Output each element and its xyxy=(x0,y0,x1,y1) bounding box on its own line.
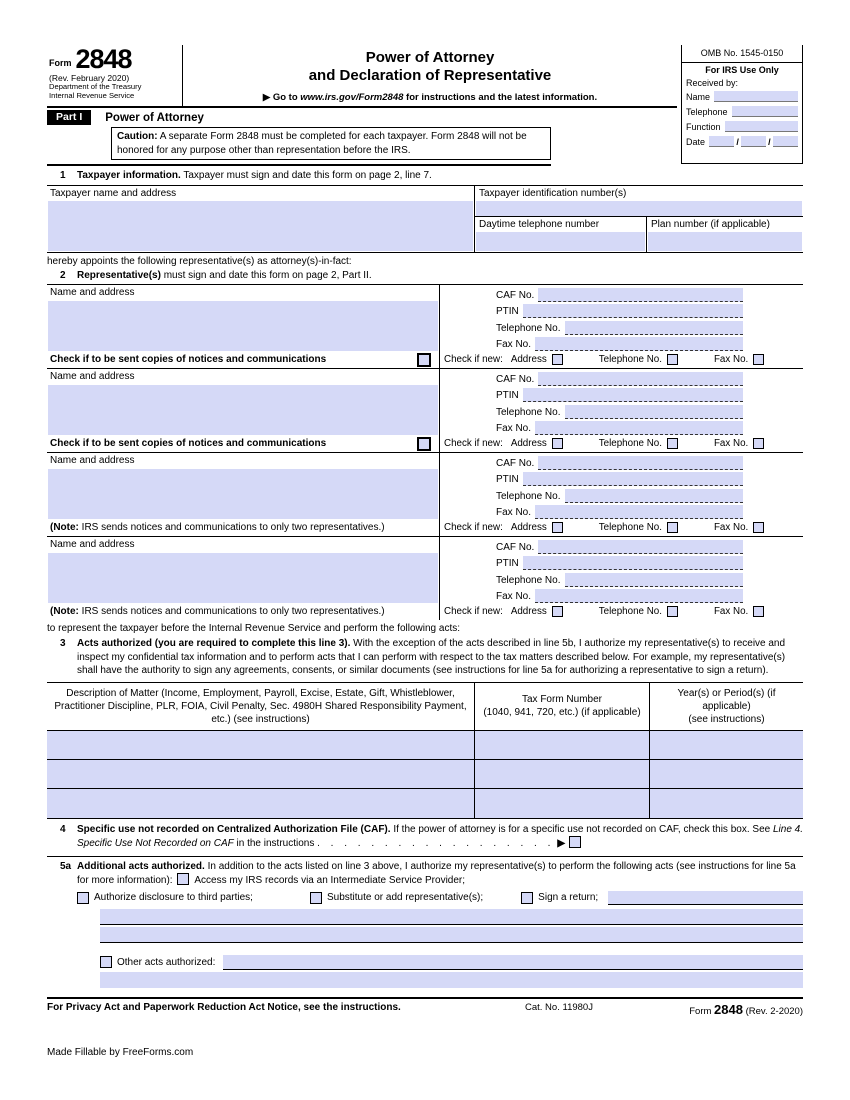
line4-text xyxy=(77,823,803,851)
line4-italic: Line 4. Specific Use Not Recorded on CAF xyxy=(77,823,803,849)
acts-col2-header-l1: Tax Form Number xyxy=(521,694,602,705)
catalog-number: Cat. No. 11980J xyxy=(525,1001,593,1013)
access-irs-records-checkbox[interactable] xyxy=(177,873,189,885)
rep3-new-telephone-checkbox[interactable] xyxy=(667,522,678,533)
rep4-new-address-label: Address xyxy=(510,606,547,617)
rep4-name-address-field[interactable] xyxy=(48,553,438,603)
line2-heading xyxy=(47,269,803,285)
rep3-caf-label: CAF No. xyxy=(496,457,535,469)
taxpayer-tin-field[interactable] xyxy=(476,201,802,216)
irs-name-field[interactable] xyxy=(714,91,798,102)
rep2-copies-label: Check if to be sent copies of notices and communications xyxy=(50,438,327,449)
line3-number: 3 xyxy=(60,638,66,649)
line1-text xyxy=(77,169,803,183)
rep1-ptin-label: PTIN xyxy=(496,306,519,317)
rep3-fax-label: Fax No. xyxy=(496,507,532,518)
line1-rest: Taxpayer must sign and date this form on page 2, line 7. xyxy=(180,170,432,181)
rep2-new-telephone-checkbox[interactable] xyxy=(667,438,678,449)
line4-bold: Specific use not recorded on Centralized Authorization File (CAF). xyxy=(77,823,391,835)
line2-number: 2 xyxy=(60,269,66,281)
taxpayer-name-label: Taxpayer name and address xyxy=(50,187,177,199)
acts-row2-years-field[interactable] xyxy=(650,760,803,788)
rep2-phone-field[interactable] xyxy=(565,405,744,419)
rep1-phone-field[interactable] xyxy=(565,321,744,335)
rep1-new-telephone-checkbox[interactable] xyxy=(667,354,678,365)
irs-name-label: Name xyxy=(686,92,711,102)
line5a-section xyxy=(47,857,803,907)
acts-row-2 xyxy=(47,760,803,789)
acts-row3-description-field[interactable] xyxy=(47,789,475,818)
line2-text xyxy=(77,269,803,283)
irs-date-label: Date xyxy=(686,137,706,147)
irs-function-field[interactable] xyxy=(725,121,798,132)
acts-row3-years-field[interactable] xyxy=(650,789,803,818)
rep2-caf-label: CAF No. xyxy=(496,373,535,385)
substitute-representative-label: Substitute or add representative(s); xyxy=(326,891,484,903)
rep2-ptin-field[interactable] xyxy=(523,388,743,402)
line2-rest: must sign and date this form on page 2, Part II. xyxy=(160,269,372,281)
rep3-ptin-field[interactable] xyxy=(523,472,743,486)
line5a-number: 5a xyxy=(60,860,72,872)
rep2-new-address-checkbox[interactable] xyxy=(552,438,563,449)
rep2-new-fax-checkbox[interactable] xyxy=(753,438,764,449)
line4-section xyxy=(47,819,803,857)
rep4-phone-field[interactable] xyxy=(565,573,744,587)
rep1-caf-field[interactable] xyxy=(538,288,743,302)
line4-rest1: If the power of attorney is for a specific use not recorded on CAF, check this box. See xyxy=(390,823,773,835)
other-acts-label: Other acts authorized: xyxy=(117,956,216,968)
rep3-note xyxy=(50,522,431,533)
rep3-note-bold: (Note: xyxy=(50,522,79,533)
line5a-text xyxy=(77,860,803,905)
made-fillable-credit: Made Fillable by FreeForms.com xyxy=(47,1046,194,1058)
rep1-new-address-checkbox[interactable] xyxy=(552,354,563,365)
access-irs-records-label: Access my IRS records via an Intermediate Service Provider; xyxy=(194,875,466,886)
rep4-note-rest: IRS sends notices and communications to only two representatives.) xyxy=(78,606,385,617)
rep4-note xyxy=(50,606,431,617)
form-title-block xyxy=(183,45,677,106)
dot-leader: . . . . . . . . . . . . . . . . . . xyxy=(317,838,552,849)
form-revision: (Rev. February 2020) xyxy=(49,73,130,84)
rep3-new-telephone-label: Telephone No. xyxy=(598,522,662,533)
part1-section xyxy=(47,108,551,166)
rep4-caf-label: CAF No. xyxy=(496,541,535,553)
part1-badge: Part I xyxy=(47,110,91,125)
department-line2: Internal Revenue Service xyxy=(49,91,135,101)
representative-block-4 xyxy=(47,536,803,620)
representative-block-1 xyxy=(47,284,803,368)
rep2-new-telephone-label: Telephone No. xyxy=(598,438,662,449)
omb-number: OMB No. 1545-0150 xyxy=(682,45,802,63)
rep3-fax-field[interactable] xyxy=(535,505,743,519)
line5a-bold: Additional acts authorized. xyxy=(77,860,205,872)
footer-form-number: 2848 xyxy=(714,1001,743,1017)
form-number: 2848 xyxy=(75,44,132,74)
goto-arrow-prefix: ▶ Go to xyxy=(262,92,301,103)
line3-rest: With the exception of the acts described in line 5b, I authorize my representative(s) to receive and inspect my confidential tax information and to perform acts that I can perform with respect to the tax matters described below. For example, my representative(s) shall have the authority to sign any agreements, consents, or similar documents (see instructions for line 5a for authorizing a representative to sign a return). xyxy=(77,638,786,676)
acts-row1-years-field[interactable] xyxy=(650,731,803,759)
acts-col2-header xyxy=(475,683,650,730)
rep3-new-address-label: Address xyxy=(510,522,547,533)
other-acts-row xyxy=(100,955,803,970)
plan-number-field[interactable] xyxy=(648,232,802,251)
rep1-fax-field[interactable] xyxy=(535,337,743,351)
plan-number-cell xyxy=(647,217,803,252)
irs-function-label: Function xyxy=(686,122,721,132)
form-id-block xyxy=(47,45,183,106)
line3-text xyxy=(77,637,803,678)
footer-form-id xyxy=(689,1002,803,1017)
irs-date-field-day[interactable] xyxy=(741,136,766,147)
irs-use-only-title: For IRS Use Only xyxy=(705,65,779,75)
form-title-line1: Power of Attorney xyxy=(365,49,495,66)
rep3-new-fax-checkbox[interactable] xyxy=(753,522,764,533)
line4-specific-use-checkbox[interactable] xyxy=(569,836,581,848)
rep4-new-fax-checkbox[interactable] xyxy=(753,606,764,617)
right-arrow-icon: ▶ xyxy=(557,838,566,849)
taxpayer-name-cell xyxy=(47,186,475,252)
line2-bold: Representative(s) xyxy=(77,269,161,281)
rep4-name-label: Name and address xyxy=(50,539,135,550)
acts-row-3 xyxy=(47,789,803,818)
irs-function-row xyxy=(682,118,802,133)
part1-title: Power of Attorney xyxy=(105,111,204,124)
line5a-options-row xyxy=(77,891,803,905)
line3-heading xyxy=(47,636,803,680)
rep4-ptin-field[interactable] xyxy=(523,556,743,570)
other-acts-field-2[interactable] xyxy=(100,972,803,988)
rep2-copies-checkbox[interactable] xyxy=(417,437,431,451)
authorize-disclosure-checkbox[interactable] xyxy=(77,892,89,904)
line1-bold: Taxpayer information. xyxy=(77,170,181,181)
representative-block-2 xyxy=(47,368,803,452)
rep2-fax-field[interactable] xyxy=(535,421,743,435)
irs-date-field-month[interactable] xyxy=(709,136,734,147)
rep3-phone-label: Telephone No. xyxy=(496,490,561,502)
authorize-disclosure-label: Authorize disclosure to third parties; xyxy=(94,891,253,903)
rep3-new-fax-label: Fax No. xyxy=(713,522,749,533)
rep3-checknew-label: Check if new: xyxy=(444,522,503,533)
rep4-new-telephone-label: Telephone No. xyxy=(598,606,662,617)
form-header xyxy=(47,45,803,166)
line5a-extra-field-2[interactable] xyxy=(100,909,803,925)
rep3-phone-field[interactable] xyxy=(565,489,744,503)
rep3-caf-field[interactable] xyxy=(538,456,743,470)
rep2-new-fax-label: Fax No. xyxy=(713,438,749,449)
rep1-fax-label: Fax No. xyxy=(496,339,532,350)
rep4-new-address-checkbox[interactable] xyxy=(552,606,563,617)
line5a-rest: In addition to the acts listed on line 3 above, I authorize my representative(s) to perform the following acts (see instructions for line 5a for more information): xyxy=(77,860,796,886)
line1-heading xyxy=(47,166,803,185)
acts-row-1 xyxy=(47,731,803,760)
rep4-new-fax-label: Fax No. xyxy=(713,606,749,617)
rep4-new-telephone-checkbox[interactable] xyxy=(667,606,678,617)
rep2-new-address-label: Address xyxy=(510,438,547,449)
line4-rest2: in the instructions xyxy=(233,838,315,849)
rep2-name-label: Name and address xyxy=(50,371,135,382)
acts-authorized-table xyxy=(47,682,803,819)
acts-row2-description-field[interactable] xyxy=(47,760,475,788)
irs-date-field-year[interactable] xyxy=(773,136,798,147)
rep4-caf-field[interactable] xyxy=(538,540,743,554)
daytime-phone-field[interactable] xyxy=(476,232,645,251)
acts-row2-taxform-field[interactable] xyxy=(475,760,650,788)
line4-number: 4 xyxy=(60,823,66,835)
received-by-label: Received by: xyxy=(686,78,739,88)
caution-text: A separate Form 2848 must be completed for each taxpayer. Form 2848 will not be honored for any purpose other than representation before the IRS. xyxy=(117,131,527,156)
rep1-caf-label: CAF No. xyxy=(496,289,535,301)
sign-return-checkbox[interactable] xyxy=(521,892,533,904)
rep1-phone-label: Telephone No. xyxy=(496,322,561,334)
irs-name-row xyxy=(682,88,802,103)
privacy-act-notice: For Privacy Act and Paperwork Reduction Act Notice, see the instructions. xyxy=(47,1001,401,1013)
acts-col2-header-l2: (1040, 941, 720, etc.) (if applicable) xyxy=(483,707,641,718)
rep2-caf-field[interactable] xyxy=(538,372,743,386)
caution-box xyxy=(111,127,551,160)
acts-row1-description-field[interactable] xyxy=(47,731,475,759)
rep1-new-fax-label: Fax No. xyxy=(713,354,749,365)
irs-telephone-field[interactable] xyxy=(732,106,798,117)
irs-date-row xyxy=(682,133,802,148)
rep1-copies-checkbox[interactable] xyxy=(417,353,431,367)
line3-bold: Acts authorized (you are required to complete this line 3). xyxy=(77,638,351,649)
rep1-checknew-label: Check if new: xyxy=(444,354,503,365)
other-acts-checkbox[interactable] xyxy=(100,956,112,968)
rep3-ptin-label: PTIN xyxy=(496,474,519,485)
taxpayer-info-table xyxy=(47,185,803,253)
rep4-note-bold: (Note: xyxy=(50,606,79,617)
rep1-name-label: Name and address xyxy=(50,287,135,298)
rep4-fax-label: Fax No. xyxy=(496,591,532,602)
sign-return-label: Sign a return; xyxy=(538,891,599,903)
footer-form-revision: (Rev. 2-2020) xyxy=(745,1005,803,1017)
line5a-extra-field-3[interactable] xyxy=(100,927,803,943)
rep3-name-label: Name and address xyxy=(50,455,135,466)
rep2-fax-label: Fax No. xyxy=(496,423,532,434)
representative-block-3 xyxy=(47,452,803,536)
taxpayer-name-address-field[interactable] xyxy=(48,201,473,251)
goto-url: www.irs.gov/Form2848 xyxy=(300,92,404,103)
acts-col3-header-l1: Year(s) or Period(s) (if applicable) xyxy=(677,687,776,712)
page-footer xyxy=(47,997,803,1017)
date-slash: / xyxy=(736,137,739,147)
other-acts-field-1[interactable] xyxy=(223,955,803,970)
irs-use-only-box xyxy=(681,45,803,164)
date-slash: / xyxy=(768,137,771,147)
rep3-note-rest: IRS sends notices and communications to only two representatives.) xyxy=(78,522,385,533)
daytime-phone-cell xyxy=(475,217,647,252)
acts-row3-taxform-field[interactable] xyxy=(475,789,650,818)
caution-bold: Caution: xyxy=(117,131,158,142)
rep4-phone-label: Telephone No. xyxy=(496,574,561,586)
line5a-extra-field-1[interactable] xyxy=(608,891,803,905)
rep2-phone-label: Telephone No. xyxy=(496,406,561,418)
appoints-text: hereby appoints the following representative(s) as attorney(s)-in-fact: xyxy=(47,255,352,267)
irs-telephone-row xyxy=(682,103,802,118)
rep1-name-address-field[interactable] xyxy=(48,301,438,351)
rep4-fax-field[interactable] xyxy=(535,589,743,603)
acts-col3-header-l2: (see instructions) xyxy=(688,713,765,725)
taxpayer-tin-label: Taxpayer identification number(s) xyxy=(479,187,627,199)
plan-number-label: Plan number (if applicable) xyxy=(651,218,770,230)
rep1-new-address-label: Address xyxy=(510,354,547,365)
substitute-representative-checkbox[interactable] xyxy=(310,892,322,904)
footer-form-word: Form xyxy=(689,1005,712,1017)
rep1-ptin-field[interactable] xyxy=(523,304,743,318)
rep2-ptin-label: PTIN xyxy=(496,390,519,401)
form-title-line2: and Declaration of Representative xyxy=(308,67,552,84)
rep3-new-address-checkbox[interactable] xyxy=(552,522,563,533)
rep1-new-telephone-label: Telephone No. xyxy=(598,354,662,365)
acts-col1-header: Description of Matter (Income, Employment, Payroll, Excise, Estate, Gift, Whistleblower, Practitioner Discipline, PLR, FOIA, Civil Penalty, Sec. 4980H Shared Responsibility Payment, etc.) (see instructions) xyxy=(47,683,475,730)
rep3-name-address-field[interactable] xyxy=(48,469,438,519)
rep1-new-fax-checkbox[interactable] xyxy=(753,354,764,365)
rep4-ptin-label: PTIN xyxy=(496,558,519,569)
department-line1: Department of the Treasury xyxy=(49,82,142,92)
daytime-phone-label: Daytime telephone number xyxy=(479,218,600,230)
represent-text: to represent the taxpayer before the Internal Revenue Service and perform the following acts: xyxy=(47,623,461,634)
rep2-name-address-field[interactable] xyxy=(48,385,438,435)
goto-instructions-line xyxy=(189,92,671,103)
goto-suffix: for instructions and the latest information. xyxy=(403,92,598,103)
line1-number: 1 xyxy=(60,170,66,181)
rep2-checknew-label: Check if new: xyxy=(444,438,503,449)
rep4-checknew-label: Check if new: xyxy=(444,606,503,617)
form-word: Form xyxy=(49,58,72,69)
acts-row1-taxform-field[interactable] xyxy=(475,731,650,759)
rep1-copies-label: Check if to be sent copies of notices and communications xyxy=(50,354,327,365)
irs-telephone-label: Telephone xyxy=(686,107,728,117)
acts-col3-header xyxy=(650,683,803,730)
